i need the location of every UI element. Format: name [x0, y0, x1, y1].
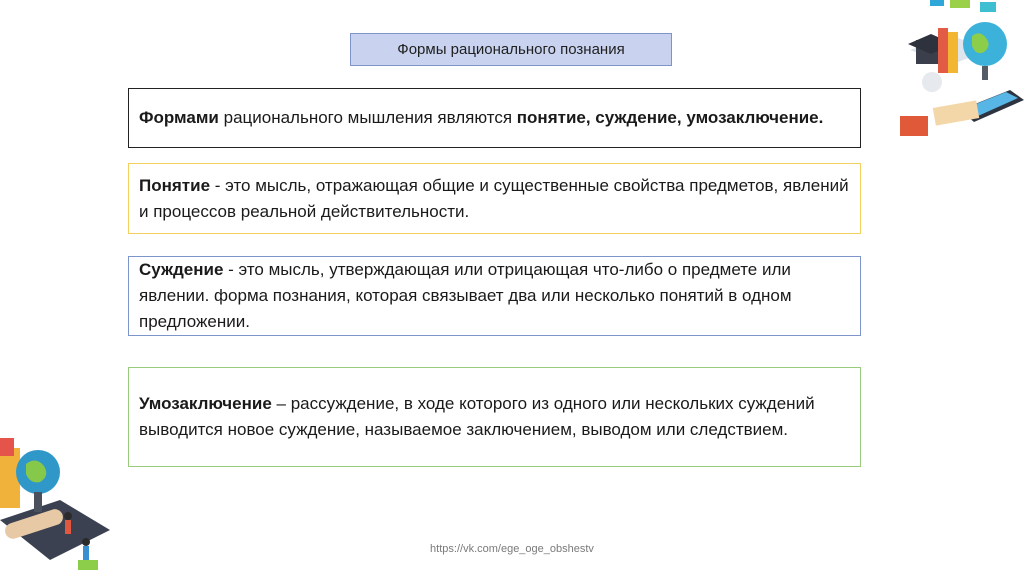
education-illustration-top-right	[890, 0, 1024, 150]
card-text	[139, 391, 850, 443]
card-text	[139, 173, 850, 225]
slide-title: Формы рационального познания	[350, 33, 672, 66]
tile-icon	[930, 0, 944, 6]
tile-icon	[980, 2, 996, 12]
definition-card-inference	[128, 367, 861, 467]
book-icon	[938, 28, 948, 73]
education-illustration-bottom-left	[0, 430, 110, 574]
card-term: Умозаключение	[139, 394, 272, 413]
globe-stand-icon	[34, 492, 42, 512]
book-icon	[948, 32, 958, 73]
definition-card-judgment	[128, 256, 861, 336]
book-stack-icon	[900, 116, 928, 136]
definition-card-concept	[128, 163, 861, 234]
card-body: – рассуждение, в ходе которого из одного или нескольких суждений выводится новое суждение, называемое заключением, выводом или следствием.	[139, 394, 815, 439]
card-body: - это мысль, отражающая общие и существенные свойства предметов, явлений и процессов реальной действительности.	[139, 175, 849, 221]
card-term: Понятие	[139, 175, 211, 195]
card-term: Суждение	[139, 260, 224, 279]
card-text	[139, 105, 823, 131]
card-bold-tail: понятие, суждение, умозаключение.	[516, 108, 824, 127]
cloud-icon	[922, 72, 942, 92]
card-body: рационального мышления являются	[218, 108, 517, 127]
definition-card-forms	[128, 88, 861, 148]
tile-icon	[950, 0, 970, 8]
person-icon	[64, 512, 72, 520]
tile-icon	[78, 560, 98, 570]
book-icon	[0, 438, 14, 456]
card-term: Формами	[139, 108, 219, 127]
person-icon	[82, 538, 90, 546]
card-body: - это мысль, утверждающая или отрицающая что-либо о предмете или явлении. форма познания, которая связывает два или несколько понятий в одном предложении.	[139, 260, 792, 331]
card-text	[139, 257, 850, 335]
globe-stand-icon	[982, 66, 988, 80]
open-book-icon	[933, 100, 979, 125]
source-link[interactable]: https://vk.com/ege_oge_obshestv	[430, 543, 594, 555]
